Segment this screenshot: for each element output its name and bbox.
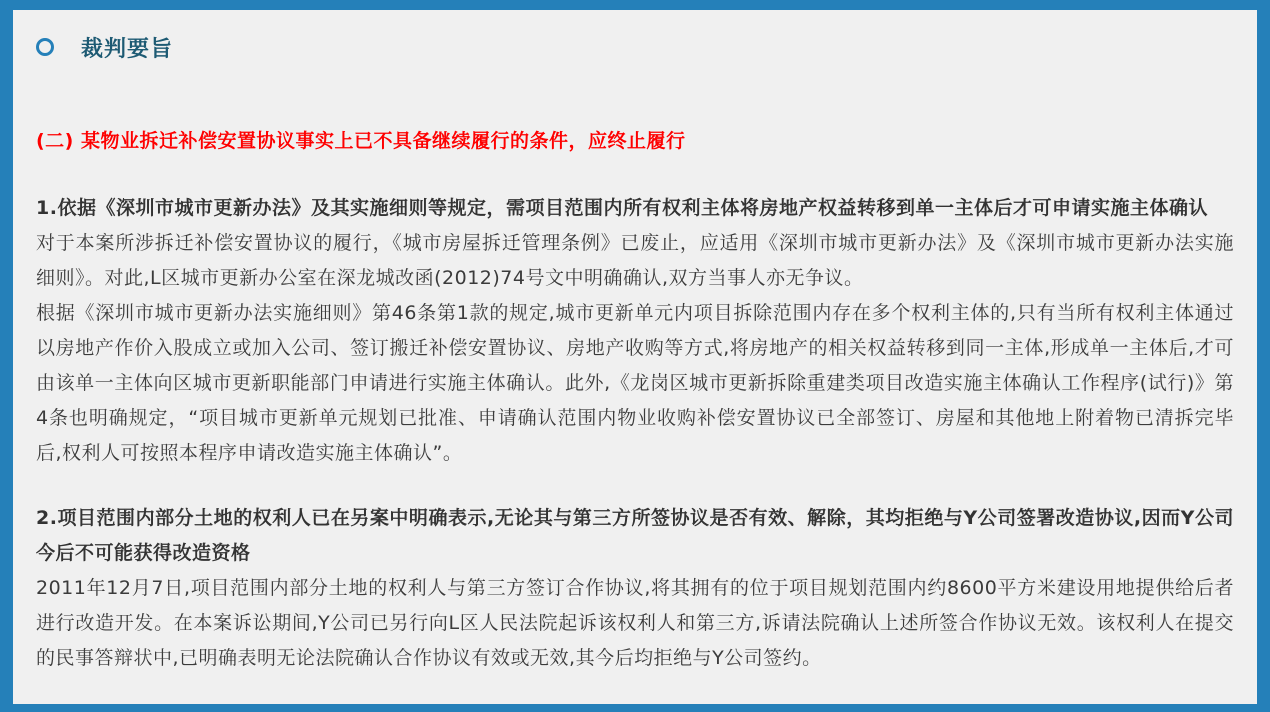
document-area [13,10,1257,704]
point-2-title: 2.项目范围内部分土地的权利人已在另案中明确表示,无论其与第三方所签协议是否有效、解除，其均拒绝与Y公司签署改造协议,因而Y公司今后不可能获得改造资格 [36,507,1234,564]
point-2-paragraph-1: 2011年12月7日,项目范围内部分土地的权利人与第三方签订合作协议,将其拥有的位于项目规划范围内约8600平方米建设用地提供给后者进行改造开发。在本案诉讼期间,Y公司已另行向L区人民法院起诉该权利人和第三方,诉请法院确认上述所签合作协议无效。该权利人在提交的民事答辩状中,已明确表明无论法院确认合作协议有效或无效,其今后均拒绝与Y公司签约。 [36,577,1234,669]
point-1-title: 1.依据《深圳市城市更新办法》及其实施细则等规定，需项目范围内所有权利主体将房地产权益转移到单一主体后才可申请实施主体确认 [36,197,1208,219]
page-title: 裁判要旨 [81,36,174,62]
point-block-2 [36,501,1234,676]
circle-bullet-icon [36,38,54,56]
section-heading: (二) 某物业拆迁补偿安置协议事实上已不具备继续履行的条件，应终止履行 [36,130,686,152]
section-header [36,32,1234,62]
point-block-1 [36,191,1234,471]
point-1-paragraph-2: 根据《深圳市城市更新办法实施细则》第46条第1款的规定,城市更新单元内项目拆除范围内存在多个权利主体的,只有当所有权利主体通过以房地产作价入股成立或加入公司、签订搬迁补偿安置协议、房地产收购等方式,将房地产的相关权益转移到同一主体,形成单一主体后,才可由该单一主体向区城市更新职能部门申请进行实施主体确认。此外,《龙岗区城市更新拆除重建类项目改造实施主体确认工作程序(试行)》第4条也明确规定，“项目城市更新单元规划已批准、申请确认范围内物业收购补偿安置协议已全部签订、房屋和其他地上附着物已清拆完毕后,权利人可按照本程序申请改造实施主体确认”。 [36,302,1234,464]
point-1-paragraph-1: 对于本案所涉拆迁补偿安置协议的履行，《城市房屋拆迁管理条例》已废止，应适用《深圳市城市更新办法》及《深圳市城市更新办法实施细则》。对此,L区城市更新办公室在深龙城改函(2012)74号文中明确确认,双方当事人亦无争议。 [36,232,1234,289]
